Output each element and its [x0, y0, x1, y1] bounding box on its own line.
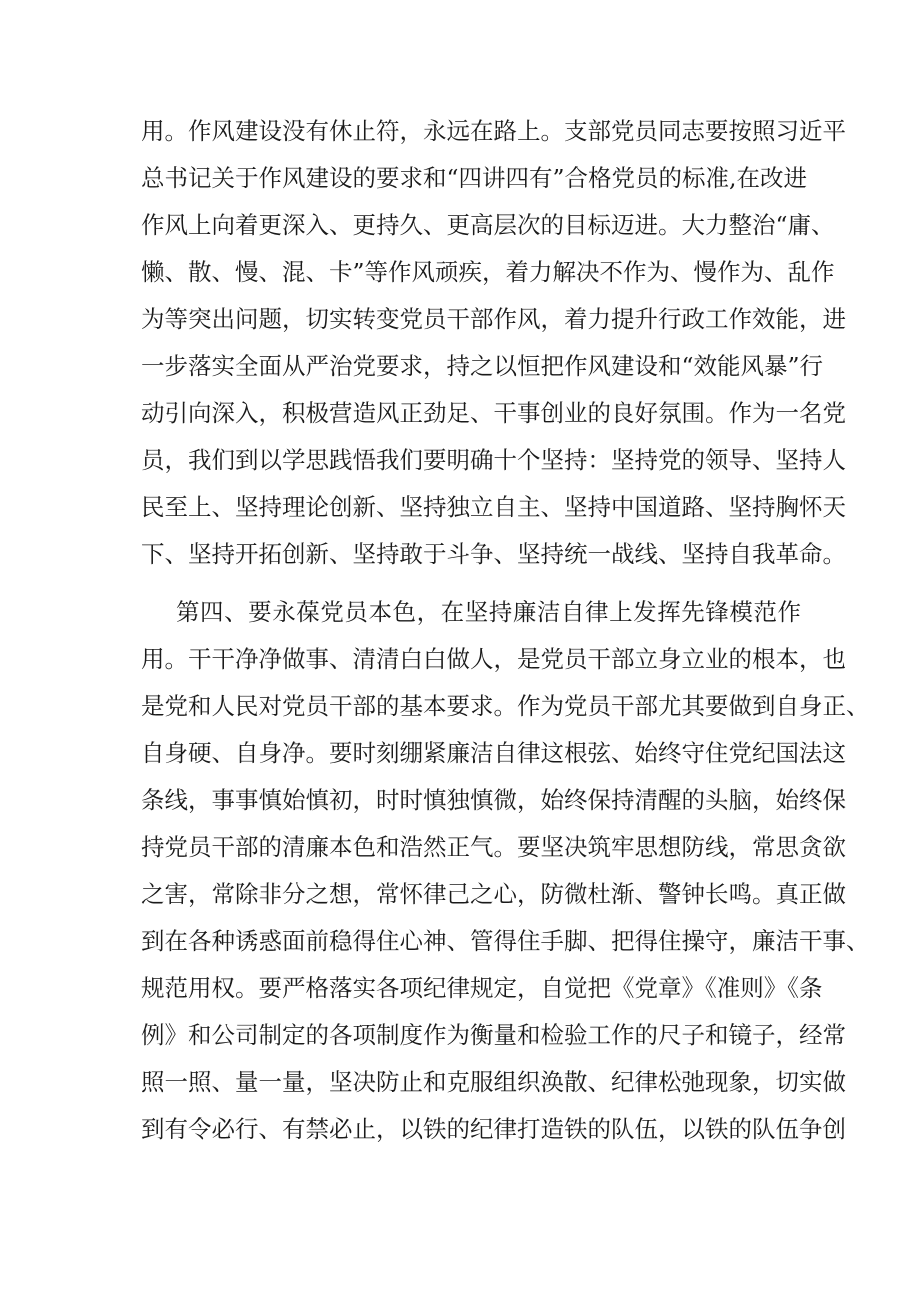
text-line: 总书记关于作风建设的要求和“四讲四有”合格党员的标准,在改进 — [141, 164, 807, 192]
text-line: 为等突出问题，切实转变党员干部作风，着力提升行政工作效能，进 — [141, 305, 846, 333]
text-line: 懒、散、慢、混、卡”等作风顽疾，着力解决不作为、慢作为、乱作 — [141, 258, 835, 286]
text-line: 一步落实全面从严治党要求，持之以恒把作风建设和“效能风暴”行 — [141, 352, 824, 380]
text-line: 第四、要永葆党员本色，在坚持廉洁自律上发挥先锋模范作 — [176, 598, 801, 626]
text-line: 用。作风建设没有休止符，永远在路上。支部党员同志要按照习近平 — [141, 117, 846, 145]
text-line: 例》和公司制定的各项制度作为衡量和检验工作的尺子和镜子，经常 — [141, 1021, 846, 1049]
text-line: 到在各种诱惑面前稳得住心神、管得住手脚、把得住操守，廉洁干事、 — [141, 927, 870, 955]
text-line: 规范用权。要严格落实各项纪律规定，自觉把《党章》《准则》《条 — [141, 974, 823, 1002]
text-line: 条线，事事慎始慎初，时时慎独慎微，始终保持清醒的头脑，始终保 — [141, 786, 846, 814]
text-line: 自身硬、自身净。要时刻绷紧廉洁自律这根弦、始终守住党纪国法这 — [141, 739, 846, 767]
text-line: 员，我们到以学思践悟我们要明确十个坚持：坚持党的领导、坚持人 — [141, 446, 846, 474]
text-line: 用。干干净净做事、清清白白做人，是党员干部立身立业的根本，也 — [141, 645, 846, 673]
text-line: 作风上向着更深入、更持久、更高层次的目标迈进。大力整治“庸、 — [141, 211, 835, 239]
text-line: 之害，常除非分之想，常怀律己之心，防微杜渐、警钟长鸣。真正做 — [141, 880, 846, 908]
text-line: 照一照、量一量，坚决防止和克服组织涣散、纪律松弛现象，切实做 — [141, 1068, 846, 1096]
text-line: 是党和人民对党员干部的基本要求。作为党员干部尤其要做到自身正、 — [141, 692, 870, 720]
text-line: 下、坚持开拓创新、坚持敢于斗争、坚持统一战线、坚持自我革命。 — [141, 540, 846, 568]
text-line: 民至上、坚持理论创新、坚持独立自主、坚持中国道路、坚持胸怀天 — [141, 493, 846, 521]
text-line: 到有令必行、有禁必止，以铁的纪律打造铁的队伍，以铁的队伍争创 — [141, 1115, 846, 1143]
text-line: 持党员干部的清廉本色和浩然正气。要坚决筑牢思想防线，常思贪欲 — [141, 833, 846, 861]
text-line: 动引向深入，积极营造风正劲足、干事创业的良好氛围。作为一名党 — [141, 399, 846, 427]
